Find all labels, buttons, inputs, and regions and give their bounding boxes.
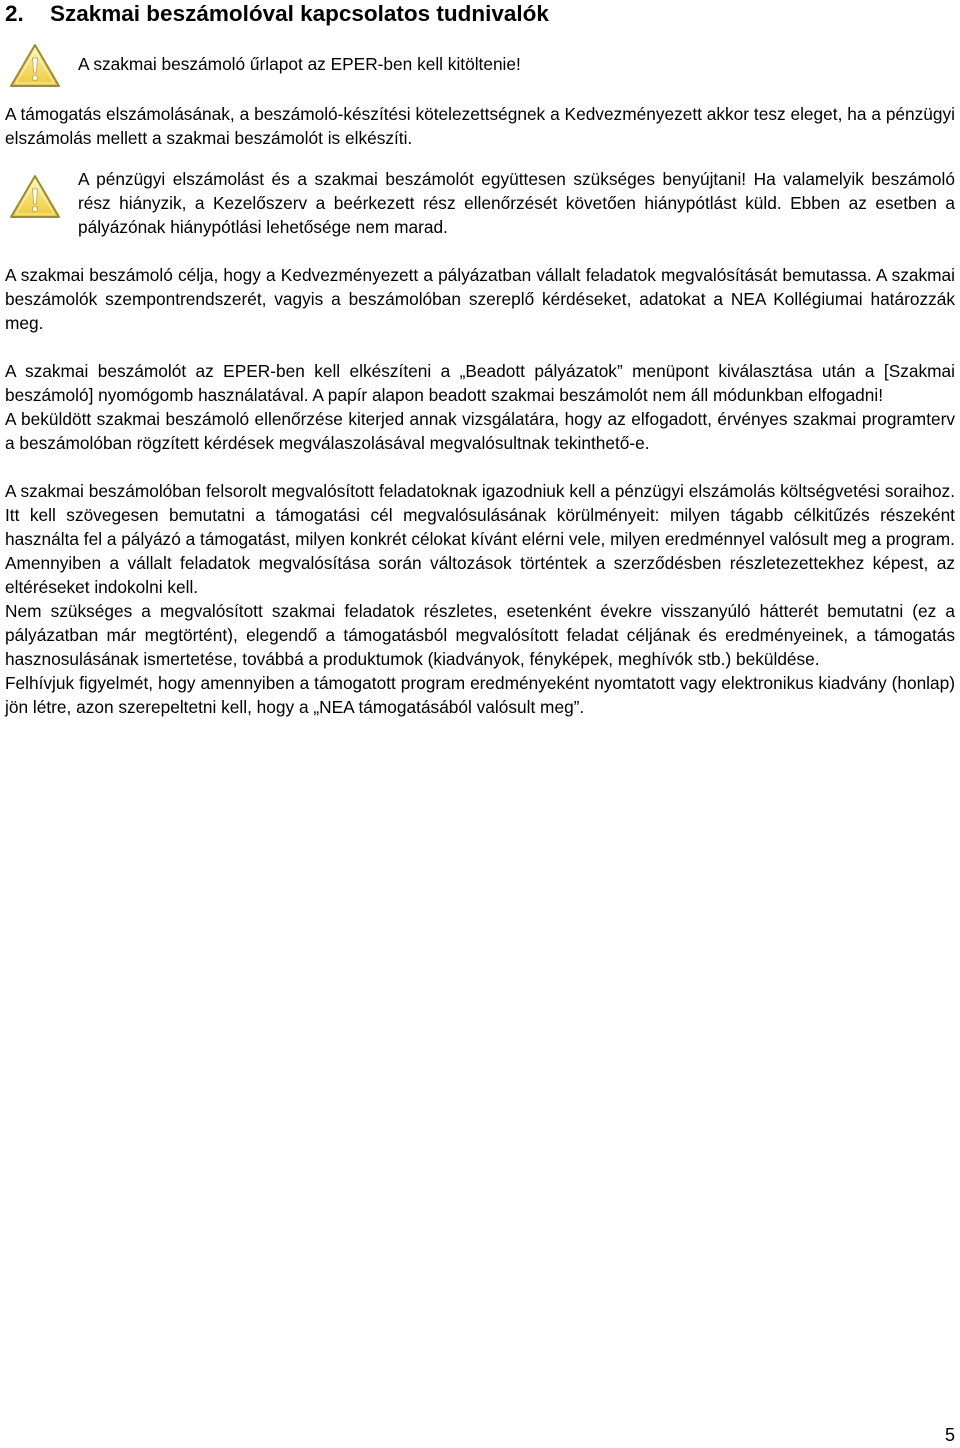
section-heading (5, 0, 955, 27)
paragraph-publication: Felhívjuk figyelmét, hogy amennyiben a támogatott program eredményeként nyomtatott vagy elektronikus kiadvány (honlap) jön létre, azon szerepeltetni kell, hogy a „NEA támogatásából valósult meg”. (5, 673, 955, 717)
paragraph-background: Nem szükséges a megvalósított szakmai feladatok részletes, esetenként évekre visszanyúló hátterét bemutatni (ez a pályázatban már megtörtént), elegendő a támogatásból megvalósított feladat céljának és eredményeinek, a támogatás hasznosulásának ismertetése, továbbá a produktumok (kiadványok, fényképek, meghívók stb.) beküldése. (5, 601, 955, 669)
notice-text: A szakmai beszámoló űrlapot az EPER-ben kell kitöltenie! (78, 54, 521, 74)
notice-text: A pénzügyi elszámolást és a szakmai beszámolót együttesen szükséges benyújtani! Ha valamelyik beszámoló rész hiányzik, a Kezelőszerv a beérkezett rész ellenőrzését követően hiánypótlást küld. Ebben az esetben a pályázónak hiánypótlási lehetősége nem marad. (78, 169, 955, 237)
section-number: 2. (5, 1, 24, 26)
paragraph-verification: A beküldött szakmai beszámoló ellenőrzése kiterjed annak vizsgálatára, hogy az elfogadott, érvényes szakmai programterv a beszámolóban rögzített kérdések megválaszolásával megvalósultnak tekinthető-e. (5, 409, 955, 453)
page-number: 5 (944, 1425, 955, 1445)
warning-icon (8, 173, 62, 221)
document-page (5, 0, 955, 719)
paragraph-purpose: A szakmai beszámoló célja, hogy a Kedvezményezett a pályázatban vállalt feladatok megvalósítását bemutassa. A szakmai beszámolók szempontrendszerét, vagyis a beszámolóban szereplő kérdéseket, adatokat a NEA Kollégiumai határozzák meg. (5, 265, 955, 333)
section-title: Szakmai beszámolóval kapcsolatos tudnivalók (50, 1, 549, 26)
paragraph-eper-submission: A szakmai beszámolót az EPER-ben kell elkészíteni a „Beadott pályázatok” menüpont kiválasztása után a [Szakmai beszámoló] nyomógomb használatával. A papír alapon beadott szakmai beszámolót nem áll módunkban elfogadni! (5, 361, 955, 405)
notice-eper-form (5, 44, 955, 92)
notice-joint-submission (5, 167, 955, 239)
paragraph-obligation: A támogatás elszámolásának, a beszámoló-készítési kötelezettségnek a Kedvezményezett akkor tesz eleget, ha a pénzügyi elszámolás mellett a szakmai beszámolót is elkészíti. (5, 104, 955, 148)
paragraph-tasks: A szakmai beszámolóban felsorolt megvalósított feladatoknak igazodniuk kell a pénzügyi elszámolás költségvetési soraihoz. Itt kell szövegesen bemutatni a támogatási cél megvalósulásának körülményeit: milyen tágabb célkitűzés részeként használta fel a pályázó a támogatást, milyen konkrét célokat kívánt elérni vele, milyen eredménnyel valósult meg a program. Amennyiben a vállalt feladatok megvalósítása során változások történtek a szerződésben részletezettekhez képest, az eltéréseket indokolni kell. (5, 481, 955, 597)
warning-icon (8, 42, 62, 90)
